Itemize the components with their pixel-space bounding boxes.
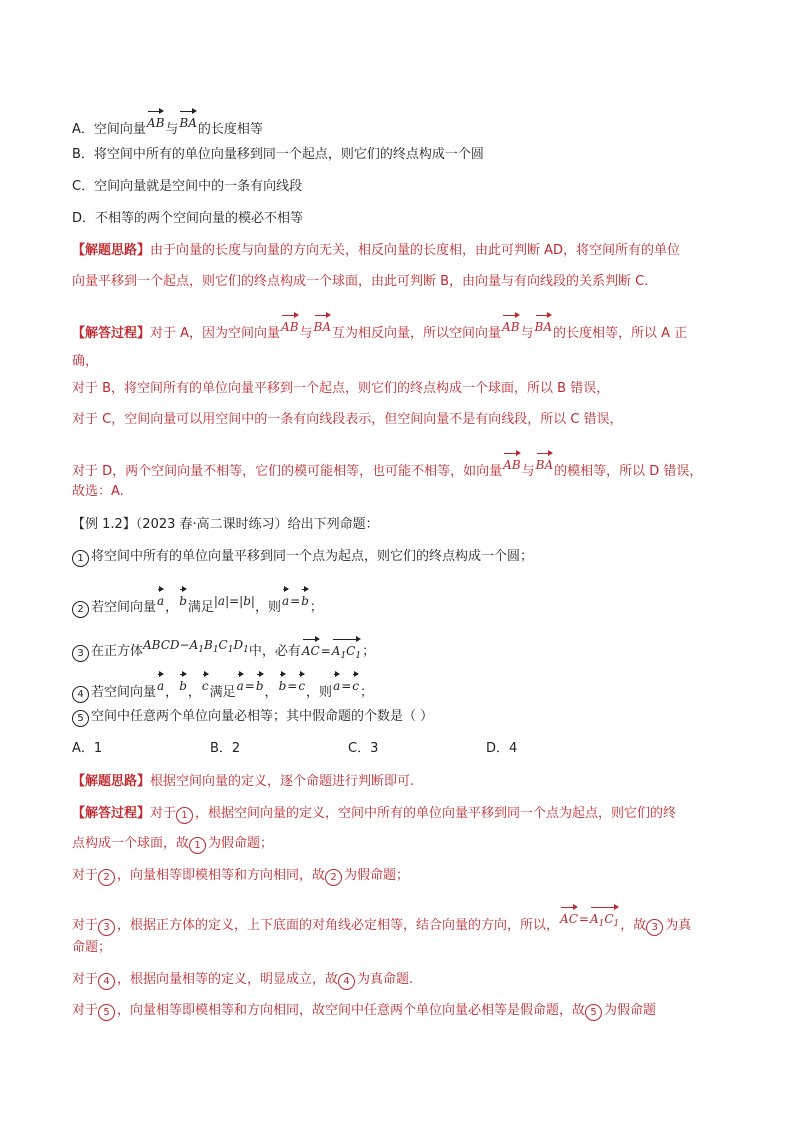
thinking-tag: 【解题思路】	[72, 243, 151, 258]
q2-process-line-2: 点构成一个球面，故 1 为假命题；	[72, 835, 273, 854]
magnitude-expr: |a|=|b|	[213, 594, 255, 608]
vector-ba: BA	[179, 108, 196, 132]
process-line-5: 对于 D，两个空间向量不相等，它们的模可能相等，也可能不相等，如向量 AB与 BA的模相等，所以 D 错误，	[72, 456, 702, 481]
process-line-1: 【解答过程】对于 A，因为空间向量 AB与 BA互为相反向量，所以空间向量 AB与 BA的长度相等，所以 A 正	[72, 318, 687, 343]
cube-name: $ABCD-A_1B_1C_1D_1$	[143, 638, 249, 655]
answer-option-c: C．3	[348, 741, 379, 756]
thinking-line-2: 向量平移到一个起点，则它们的终点构成一个球面，由此可判断 B，由向量与有向线段的关系判断 C.	[72, 274, 649, 289]
statement-3: 3 在正方体$ABCD-A_1B_1C_1D_1$中，必有 AC= $A_1C_1$；	[72, 636, 375, 665]
process-line-2: 确，	[72, 354, 99, 369]
thinking-line-1: 【解题思路】由于向量的长度与向量的方向无关，相反向量的长度相，由此可判断 AD，将空间所有的单位	[72, 243, 681, 258]
q2-process-line-7: 对于 5 ，向量相等即模相等和方向相同，故空间中任意两个单位向量必相等是假命题，故 5 为假命题	[72, 1002, 656, 1021]
statement-5: 5 空间中任意两个单位向量必相等；其中假命题的个数是（ ）	[72, 708, 433, 727]
option-a: A．空间向量 AB与 BA的长度相等	[72, 114, 263, 139]
q2-process-line-3: 对于 2 ，向量相等即模相等和方向相同，故 2 为假命题；	[72, 867, 409, 886]
answer-option-a: A．1	[72, 741, 103, 756]
option-a-text: A．空间向量	[72, 122, 146, 137]
process-line-4: 对于 C，空间向量可以用空间中的一条有向线段表示，但空间向量不是有向线段，所以 C 错误，	[72, 412, 623, 427]
q2-process-line-6: 对于 4 ，根据向量相等的定义，明显成立，故 4 为真命题.	[72, 971, 413, 990]
answer-option-b: B．2	[210, 741, 241, 756]
q2-process-line-5: 命题；	[72, 940, 112, 955]
q2-process-line-4: 对于 3 ，根据正方体的定义，上下底面的对角线必定相等，结合向量的方向，所以， AC= $A_1C_1$，故 3 为真	[72, 910, 691, 939]
answer-option-d: D．4	[486, 741, 518, 756]
statement-2: 2 若空间向量 a， b满足|a|=|b|，则 a= b；	[72, 592, 323, 618]
option-d: D．不相等的两个空间向量的模必不相等	[72, 211, 304, 226]
statement-1: 1 将空间中所有的单位向量平移到同一个点为起点，则它们的终点构成一个圆；	[72, 548, 533, 567]
option-b: B．将空间中所有的单位向量移到同一个起点，则它们的终点构成一个圆	[72, 147, 484, 162]
option-c: C．空间向量就是空间中的一条有向线段	[72, 179, 303, 194]
circled-number: 1	[72, 550, 89, 567]
process-line-3: 对于 B，将空间所有的单位向量平移到一个起点，则它们的终点构成一个球面，所以 B 错误，	[72, 381, 610, 396]
q2-process-line-1: 【解答过程】对于 1 ，根据空间向量的定义，空间中所有的单位向量平移到同一个点为起点，则它们的终	[72, 805, 676, 824]
process-tag: 【解答过程】	[72, 326, 151, 341]
q2-thinking: 【解题思路】根据空间向量的定义，逐个命题进行判断即可.	[72, 774, 415, 789]
process-line-6: 故选：A.	[72, 484, 124, 499]
statement-4: 4 若空间向量 a， b， c满足 a= b， b= c，则 a= c；	[72, 677, 373, 703]
vector-ab: AB	[147, 108, 164, 132]
answer-options	[72, 740, 624, 758]
example-header: 【例 1.2】（2023 春·高二课时练习）给出下列命题：	[72, 517, 379, 532]
